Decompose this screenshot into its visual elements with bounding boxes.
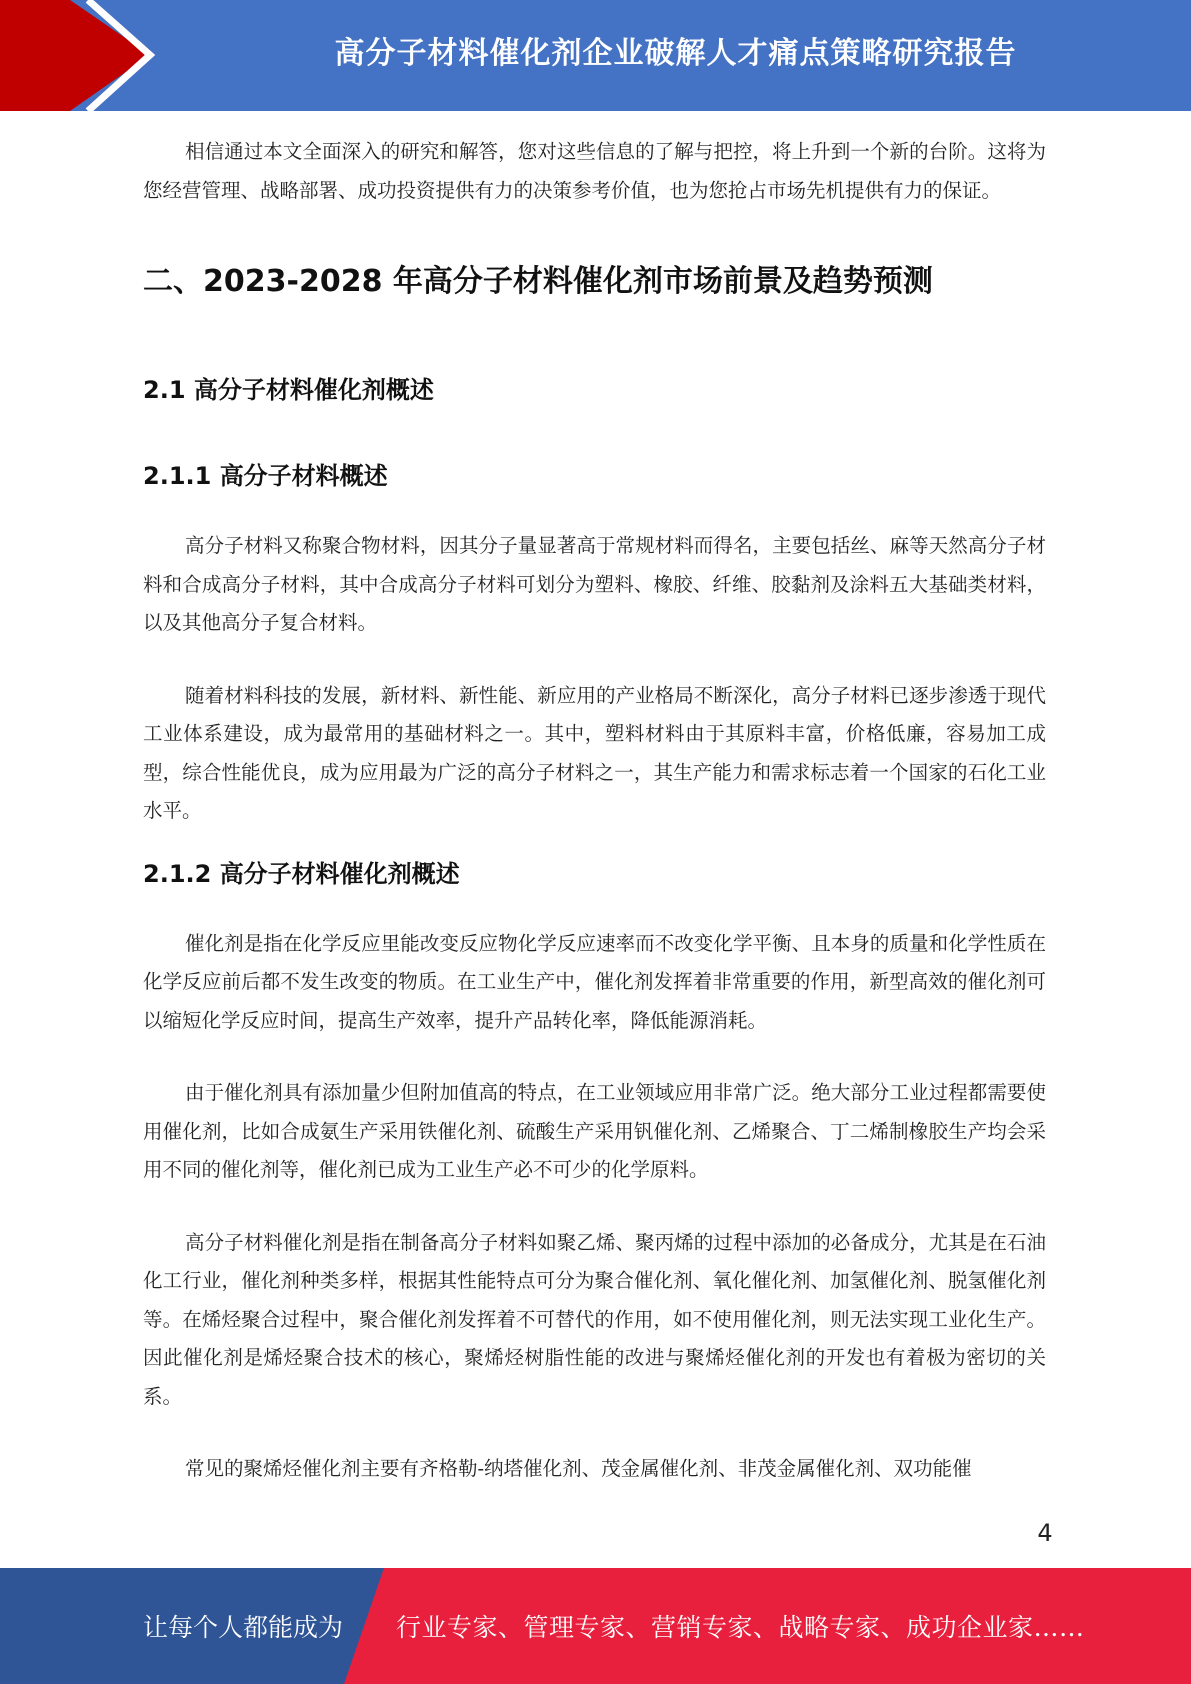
paragraph-polymer-development: 随着材料科技的发展，新材料、新性能、新应用的产业格局不断深化，高分子材料已逐步渗透于现代工业体系建设，成为最常用的基础材料之一。其中，塑料材料由于其原料丰富，价格低廉，容易加工成型，综合性能优良，成为应用最为广泛的高分子材料之一，其生产能力和需求标志着一个国家的石化工业水平。: [143, 683, 1046, 822]
footer-slogan-left: 让每个人都能成为: [143, 1613, 344, 1642]
section-2-heading: 二、2023-2028 年高分子材料催化剂市场前景及趋势预测: [143, 264, 933, 299]
footer-slogan-right: 行业专家、管理专家、营销专家、战略专家、成功企业家……: [396, 1613, 1085, 1642]
document-body: [143, 133, 1046, 1489]
section-2-1-heading: 2.1 高分子材料催化剂概述: [143, 376, 434, 404]
page-number: 4: [1037, 1519, 1053, 1547]
paragraph-polyolefin-catalyst-types: 常见的聚烯烃催化剂主要有齐格勒-纳塔催化剂、茂金属催化剂、非茂金属催化剂、双功能催: [185, 1457, 972, 1480]
header-arrow-decoration: [0, 0, 170, 111]
paragraph-polymer-definition: 高分子材料又称聚合物材料，因其分子量显著高于常规材料而得名，主要包括丝、麻等天然高分子材料和合成高分子材料，其中合成高分子材料可划分为塑料、橡胶、纤维、胶黏剂及涂料五大基础类材料，以及其他高分子复合材料。: [143, 534, 1046, 634]
header-title: 高分子材料催化剂企业破解人才痛点策略研究报告: [334, 36, 1017, 71]
page-footer: [0, 1568, 1191, 1684]
section-2-1-1-heading: 2.1.1 高分子材料概述: [143, 462, 388, 490]
intro-paragraph: 相信通过本文全面深入的研究和解答，您对这些信息的了解与把控，将上升到一个新的台阶。这将为您经营管理、战略部署、成功投资提供有力的决策参考价值，也为您抢占市场先机提供有力的保证。: [143, 140, 1046, 202]
red-arrow-shape: [0, 0, 150, 111]
paragraph-polymer-catalyst: 高分子材料催化剂是指在制备高分子材料如聚乙烯、聚丙烯的过程中添加的必备成分，尤其是在石油化工行业，催化剂种类多样，根据其性能特点可分为聚合催化剂、氧化催化剂、加氢催化剂、脱氢催化剂等。在烯烃聚合过程中，聚合催化剂发挥着不可替代的作用，如不使用催化剂，则无法实现工业化生产。因此催化剂是烯烃聚合技术的核心，聚烯烃树脂性能的改进与聚烯烃催化剂的开发也有着极为密切的关系。: [143, 1230, 1046, 1408]
page-header: [0, 0, 1191, 111]
paragraph-catalyst-definition: 催化剂是指在化学反应里能改变反应物化学反应速率而不改变化学平衡、且本身的质量和化学性质在化学反应前后都不发生改变的物质。在工业生产中，催化剂发挥着非常重要的作用，新型高效的催化剂可以缩短化学反应时间，提高生产效率，提升产品转化率，降低能源消耗。: [143, 931, 1046, 1032]
paragraph-catalyst-applications: 由于催化剂具有添加量少但附加值高的特点，在工业领域应用非常广泛。绝大部分工业过程都需要使用催化剂，比如合成氨生产采用铁催化剂、硫酸生产采用钒催化剂、乙烯聚合、丁二烯制橡胶生产均会采用不同的催化剂等，催化剂已成为工业生产必不可少的化学原料。: [143, 1081, 1046, 1181]
section-2-1-2-heading: 2.1.2 高分子材料催化剂概述: [143, 859, 460, 888]
